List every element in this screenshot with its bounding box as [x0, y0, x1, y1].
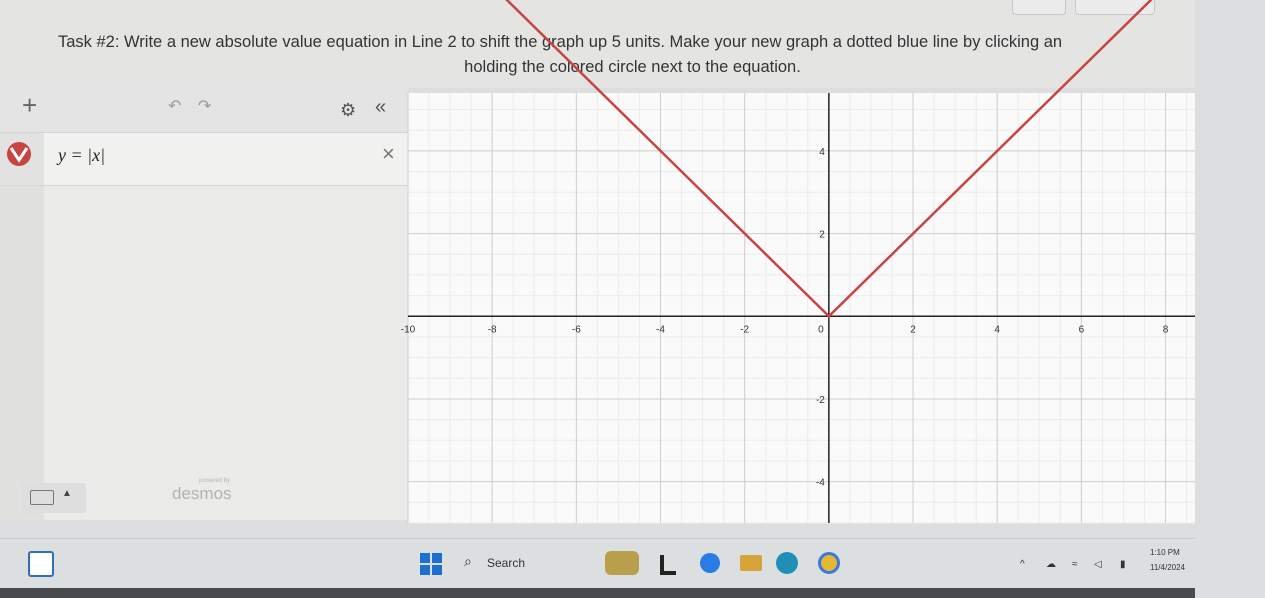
chrome-browser-icon[interactable] [818, 552, 840, 574]
expression-gutter [0, 186, 44, 520]
task-instructions-line1: Task #2: Write a new absolute value equation in Line 2 to shift the graph up 5 units. Make your new graph a dotted blue line by clicking an [58, 33, 1063, 51]
expression-row-1[interactable] [0, 133, 408, 186]
file-explorer-icon[interactable] [740, 555, 762, 571]
edge-browser-icon[interactable] [776, 552, 798, 574]
x-tick-label: 0 [818, 324, 824, 336]
graph-paper[interactable] [400, 93, 1195, 523]
x-tick-label: 8 [1162, 324, 1169, 336]
search-highlight-icon[interactable] [605, 551, 639, 575]
y-tick-label: -2 [815, 394, 825, 406]
x-tick-label: -6 [571, 324, 581, 336]
volume-icon[interactable]: ◁ [1094, 559, 1102, 570]
caret-up-icon: ▲ [62, 488, 72, 499]
taskbar-clock[interactable] [1150, 545, 1185, 575]
keypad-toggle-button[interactable] [22, 483, 86, 513]
x-tick-label: 2 [910, 324, 916, 336]
battery-icon[interactable]: ▮ [1120, 559, 1126, 570]
powered-by-label: powered by [199, 478, 231, 484]
taskbar-search-box[interactable]: Search [487, 556, 526, 570]
undo-icon[interactable]: ↶ [168, 98, 182, 115]
delete-expression-icon[interactable]: × [382, 141, 395, 166]
y-tick-label: 2 [819, 229, 825, 241]
search-icon[interactable]: ⌕ [464, 553, 472, 569]
clock-time: 1:10 PM [1150, 548, 1180, 557]
x-tick-label: -4 [656, 324, 665, 336]
expression-list-panel [0, 88, 408, 520]
clock-date: 11/4/2024 [1150, 563, 1185, 572]
task-instructions-line2: holding the colored circle next to the equation. [464, 58, 801, 76]
chevron-up-icon[interactable]: ^ [1020, 559, 1025, 570]
widgets-icon[interactable] [28, 551, 54, 577]
x-tick-label: -10 [400, 324, 416, 336]
x-tick-label: -8 [487, 324, 497, 336]
assignment-header [0, 0, 1195, 88]
add-expression-button[interactable]: + [22, 90, 38, 120]
y-tick-label: -4 [815, 477, 825, 489]
y-tick-label: 4 [819, 146, 825, 158]
expression-formula[interactable]: y = |x| [58, 145, 106, 165]
color-circle-icon[interactable] [7, 142, 31, 166]
wifi-icon[interactable]: ≈ [1072, 559, 1078, 570]
screen-bezel [0, 588, 1195, 598]
copilot-icon[interactable] [700, 553, 720, 573]
expression-toolbar [0, 88, 408, 133]
onedrive-icon[interactable]: ☁ [1046, 559, 1056, 570]
collapse-list-button[interactable]: « [375, 96, 387, 118]
x-tick-label: 6 [1078, 324, 1085, 336]
keyboard-icon [30, 490, 54, 505]
app-icon[interactable] [660, 555, 676, 575]
windows-taskbar [0, 538, 1195, 589]
x-tick-label: 4 [994, 324, 1000, 336]
expression-tab[interactable] [0, 133, 44, 185]
redo-icon[interactable]: ↷ [198, 98, 212, 115]
graph-canvas[interactable] [400, 93, 1195, 523]
windows-start-icon[interactable] [420, 553, 442, 575]
desmos-logo: desmos [172, 484, 232, 503]
window-control[interactable] [1012, 0, 1066, 15]
x-tick-label: -2 [740, 324, 750, 336]
gear-icon[interactable]: ⚙ [340, 100, 357, 120]
